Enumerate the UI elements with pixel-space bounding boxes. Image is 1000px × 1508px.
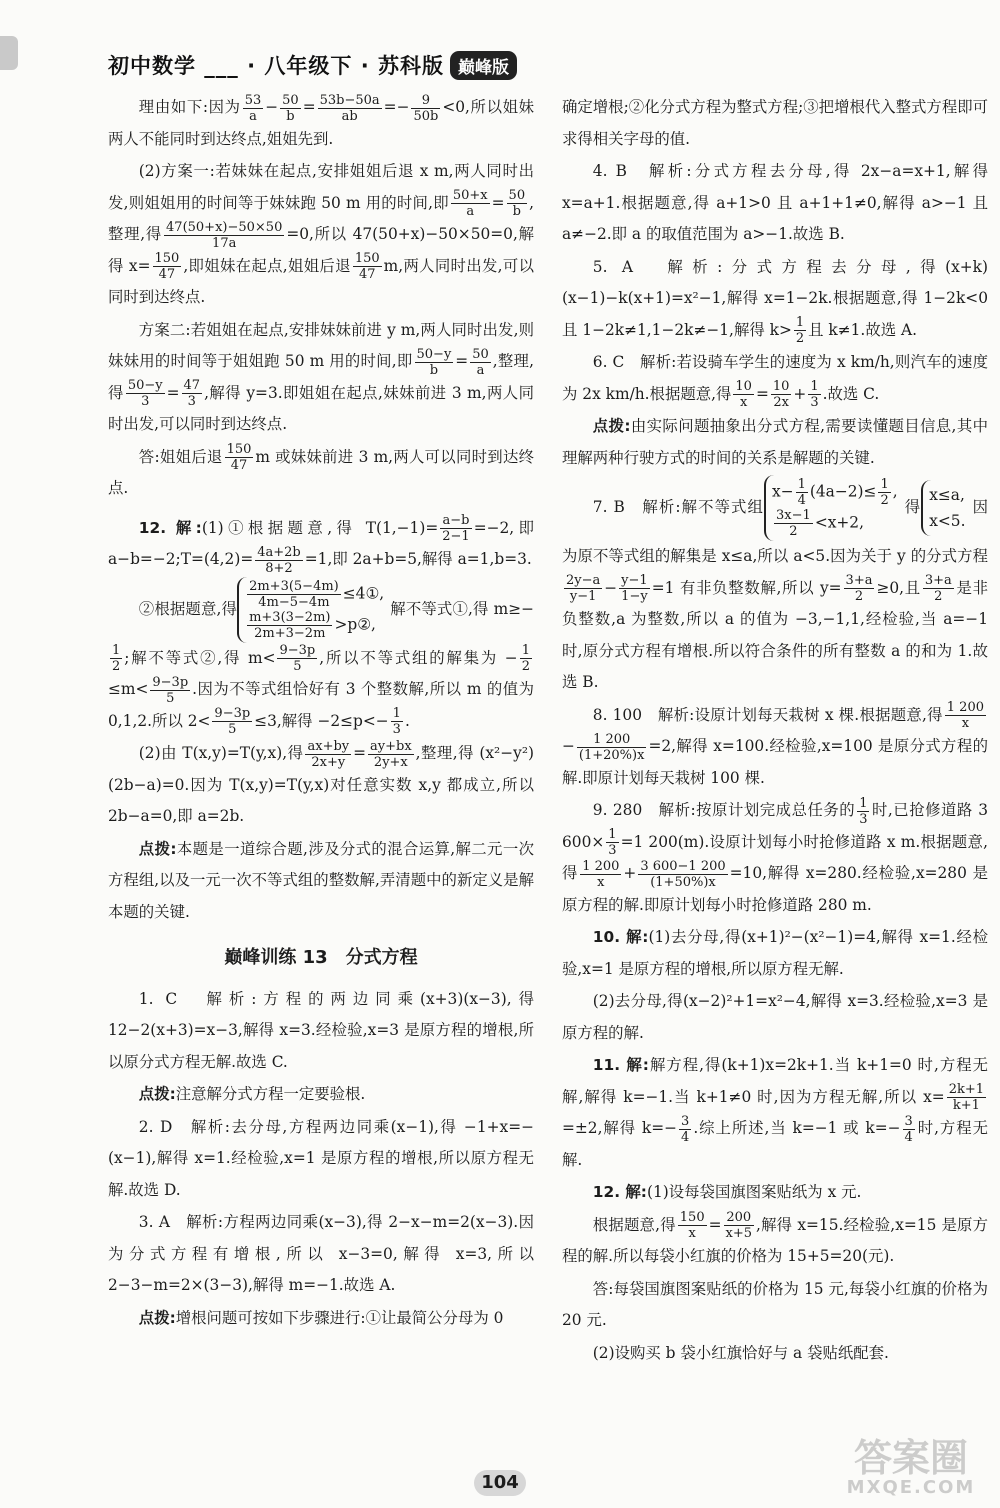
fraction: $\frac{47}{3}$ xyxy=(183,378,201,409)
question-12: 12. 解:(1)①根据题意,得 T(1,−1)= $\frac{a-b}{2-1}$ =−2,即 a−b=−2;T=(4,2)= $\frac{4a+2b}{8+2}$ =1,即 2a+b=5,解得 a=1,b=3. xyxy=(108,513,534,576)
question-12-part3: (2)由 T(x,y)=T(y,x),得 $\frac{ax+by}{2x+y}$ = $\frac{ay+bx}{2y+x}$ ,整理,得 (x²−y²)(2b−a)=0.因为 T(x,y)=T(y,x)对任意实数 x,y 都成立,所以 2b−a=0,即 a=2b. xyxy=(108,738,534,825)
watermark-logo xyxy=(836,1438,986,1500)
answer-12-reply: 答:每袋国旗图案贴纸的价格为 15 元,每袋小红旗的价格为 20 元. xyxy=(562,1279,988,1329)
page-edge-mark xyxy=(0,36,18,70)
paragraph-answer: 答:姐姐后退 $\frac{150}{47}$ m 或妹妹前进 3 m,两人可以同时到达终点. xyxy=(108,442,534,497)
header-title: 初中数学 ___ · 八年级下 · 苏科版 xyxy=(108,54,445,78)
tip-3-continued: 确定增根;②化分式方程为整式方程;③把增根代入整式方程即可求得相关字母的值. xyxy=(562,98,988,148)
fraction: $\frac{50}{b}$ xyxy=(508,188,526,219)
answer-1: 1. C 解析:方程的两边同乘(x+3)(x−3),得 12−2(x+3)=x−3,解得 x=3.经检验,x=3 是原方程的增根,所以原分式方程无解.故选 C. xyxy=(108,989,534,1071)
fraction: $\frac{150}{47}$ xyxy=(354,251,380,282)
answer-4: 4. B 解析:分式方程去分母,得 2x−a=x+1,解得 x=a+1.根据题意,得 a+1>0 且 a+1+1≠0,解得 a>−1 且 a≠−2.即 a 的取值范围为 a>−1.故选 B. xyxy=(562,162,988,243)
answer-9: 9. 280 解析:按原计划完成总任务的 $\frac{1}{3}$ 时,已抢修道路 3 600× $\frac{1}{3}$ =1 200(m).设原计划每小时抢修道路 x m.根据题意,得 $\frac{1 200}{x}$ + $\frac{3 600-1 200}{(1+50\%)x}$ =10,解得 x=280.经检验,x=280 是原方程的解.即原计划每小时抢修道路 280 m. xyxy=(562,795,989,914)
fraction: $\frac{9}{50b}$ xyxy=(413,92,439,124)
fraction: $\frac{53b-50a}{ab}$ xyxy=(319,92,380,124)
tip-paragraph: 点拨:本题是一道综合题,涉及分式的混合运算,解二元一次方程组,以及一元一次不等式组的整数解,弄清题中的新定义是解本题的关键. xyxy=(108,839,534,921)
answer-12-part2: (2)设购买 b 袋小红旗恰好与 a 袋贴纸配套. xyxy=(592,1343,889,1362)
answer-6: 6. C 解析:若设骑车学生的速度为 x km/h,则汽车的速度为 2x km/h.根据题意,得 $\frac{10}{x}$ = $\frac{10}{2x}$ + $\frac{1}{3}$ .故选 C. xyxy=(562,353,988,410)
fraction: $\frac{50}{a}$ xyxy=(472,346,489,378)
paragraph-reason: 理由如下:因为 $\frac{53}{a}$ − $\frac{50}{b}$ = $\frac{53b-50a}{ab}$ =− $\frac{9}{50b}$ <0,所以姐妹两人不能同时到达终点,姐姐先到. xyxy=(108,92,534,148)
fraction: $\frac{50+x}{a}$ xyxy=(452,188,488,219)
inequality-system: x− $\frac{1}{4}$ (4a−2)≤ $\frac{1}{2}$ , $\frac{3x-1}{2}$ <x+2, xyxy=(764,475,904,541)
inequality-system: $\frac{2m+3(5-4m)}{4m-5-4m}$ ≤4①, $\frac{m+3(3-2m)}{2m+3-2m}$ >p②, xyxy=(237,577,390,643)
answer-10: 10. 解:(1)去分母,得(x+1)²−(x²−1)=4,解得 x=1.经检验,x=1 是原方程的增根,所以原方程无解. xyxy=(562,928,988,978)
paragraph-plan-two: 方案二:若姐姐在起点,安排妹妹前进 y m,两人同时出发,则妹妹用的时间等于姐姐跑 50 m 用的时间,即 $\frac{50-y}{b}$ = $\frac{50}{a}$ ,整理,得 $\frac{50-y}{3}$ = $\frac{47}{3}$ ,解得 y=3.即姐姐在起点,妹妹前进 3 m,两人同时出发,可以同时到达终点. xyxy=(108,320,534,433)
tip-1: 点拨:注意解分式方程一定要验根. xyxy=(138,1085,366,1103)
fraction: $\frac{a-b}{2-1}$ xyxy=(442,513,470,544)
fraction: $\frac{47(50+x)-50\times 50}{17a}$ xyxy=(166,219,283,251)
fraction: $\frac{50}{b}$ xyxy=(282,92,299,124)
answer-3: 3. A 解析:方程两边同乘(x−3),得 2−x−m=2(x−3).因为分式方程有增根,所以 x−3=0,解得 x=3,所以 2−3−m=2×(3−3),解得 m=−1.故选 A. xyxy=(108,1213,534,1294)
section-title: 巅峰训练 13 分式方程 xyxy=(224,947,418,968)
watermark-line2: MXQE.COM xyxy=(846,1477,976,1498)
solution-system: x≤a, x<5. xyxy=(921,480,971,536)
watermark-line1: 答案圈 xyxy=(853,1436,968,1480)
answer-11: 11. 解:解方程,得(k+1)x=2k+1.当 k+1=0 时,方程无解,解得 k=−1.当 k+1≠0 时,因为方程无解,所以 x= $\frac{2k+1}{k+1}$ =±2,解得 k=− $\frac{3}{4}$ .综上所述,当 k=−1 或 k=− $\frac{3}{4}$ 时,方程无解. xyxy=(562,1056,988,1169)
fraction: $\frac{4a+2b}{8+2}$ xyxy=(257,544,301,576)
answer-2: 2. D 解析:去分母,方程两边同乘(x−1),得 −1+x=−(x−1),解得 x=1.经检验,x=1 是原方程的增根,所以原方程无解.故选 D. xyxy=(108,1117,534,1199)
fraction: $\frac{53}{a}$ xyxy=(244,92,262,124)
page-header xyxy=(108,48,517,82)
answer-12: 12. 解:(1)设每袋国旗图案贴纸为 x 元. xyxy=(592,1183,862,1201)
answer-12-equation: 根据题意,得 $\frac{150}{x}$ = $\frac{200}{x+5}$ ,解得 x=15.经检验,x=15 是原方程的解.所以每袋小红旗的价格为 15+5=20(元). xyxy=(562,1210,988,1265)
page-number: 104 xyxy=(474,1470,526,1496)
fraction: $\frac{50-y}{3}$ xyxy=(127,378,163,409)
right-column xyxy=(562,92,988,1370)
left-column xyxy=(108,92,534,1335)
fraction: $\frac{150}{47}$ xyxy=(154,251,180,282)
answer-10-part2: (2)去分母,得(x−2)²+1=x²−4,解得 x=3.经检验,x=3 是原方程的解. xyxy=(562,992,988,1042)
answer-7: 7. B 解析:解不等式组 x− $\frac{1}{4}$ (4a−2)≤ $\frac{1}{2}$ , $\frac{3x-1}{2}$ <x+2, 得 x≤a, x<5. 因为原不等式组的解集是 x≤a,所以 a<5.因为关于 y 的分式方程 $\frac{2y-a}{y-1}$ − $\frac{y-1}{1-y}$ =1 有非负整数解,所以 y= $\frac{3+a}{2}$ ≥0,且 $\frac{3+a}{2}$ 是非负整数,a 为整数,所以 a 的值为 −3,−1,1,经检验,当 a=−1 时,原分式方程有增根.所以符合条件的所有整数 a 的和为 1.故选 B. xyxy=(562,477,988,691)
paragraph-plan-one: (2)方案一:若妹妹在起点,安排姐姐后退 x m,两人同时出发,则姐姐用的时间等于妹妹跑 50 m 用的时间,即 $\frac{50+x}{a}$ = $\frac{50}{b}$ ,整理,得 $\frac{47(50+x)-50\times 50}{17a}$ =0,所以 47(50+x)−50×50=0,解得 x= $\frac{150}{47}$ ,即姐妹在起点,姐姐后退 $\frac{150}{47}$ m,两人同时出发,可以同时到达终点. xyxy=(108,162,534,306)
header-badge: 巅峰版 xyxy=(450,51,517,80)
tip-6: 点拨:由实际问题抽象出分式方程,需要读懂题目信息,其中理解两种行驶方式的时间的关系是解题的关键. xyxy=(562,417,988,467)
fraction: $\frac{50-y}{b}$ xyxy=(416,346,452,378)
answer-5: 5. A 解析:分式方程去分母,得(x+k)(x−1)−k(x+1)=x²−1,解得 x=1−2k.根据题意,得 1−2k<0 且 1−2k≠1,1−2k≠−1,解得 k> $\frac{1}{2}$ 且 k≠1.故选 A. xyxy=(562,257,988,346)
fraction: $\frac{150}{47}$ xyxy=(226,442,252,473)
answer-8: 8. 100 解析:设原计划每天栽树 x 棵.根据题意,得 $\frac{1 200}{x}$ − $\frac{1 200}{(1+20\%)x}$ =2,解得 x=100.经检验,x=100 是原分式方程的解.即原计划每天栽树 100 棵. xyxy=(562,700,988,787)
question-12-part2: ②根据题意,得 $\frac{2m+3(5-4m)}{4m-5-4m}$ ≤4①, $\frac{m+3(3-2m)}{2m+3-2m}$ >p②, 解不等式①,得 m≥− $\frac{1}{2}$ ;解不等式②,得 m< $\frac{9-3p}{5}$ ,所以不等式组的解集为 − $\frac{1}{2}$ ≤m< $\frac{9-3p}{5}$ .因为不等式组恰好有 3 个整数解,所以 m 的值为 0,1,2.所以 2< $\frac{9-3p}{5}$ ≤3,解得 −2≤p<− $\frac{1}{3}$ . xyxy=(108,578,534,737)
tip-3: 点拨:增根问题可按如下步骤进行:①让最简公分母为 0 xyxy=(138,1308,504,1327)
